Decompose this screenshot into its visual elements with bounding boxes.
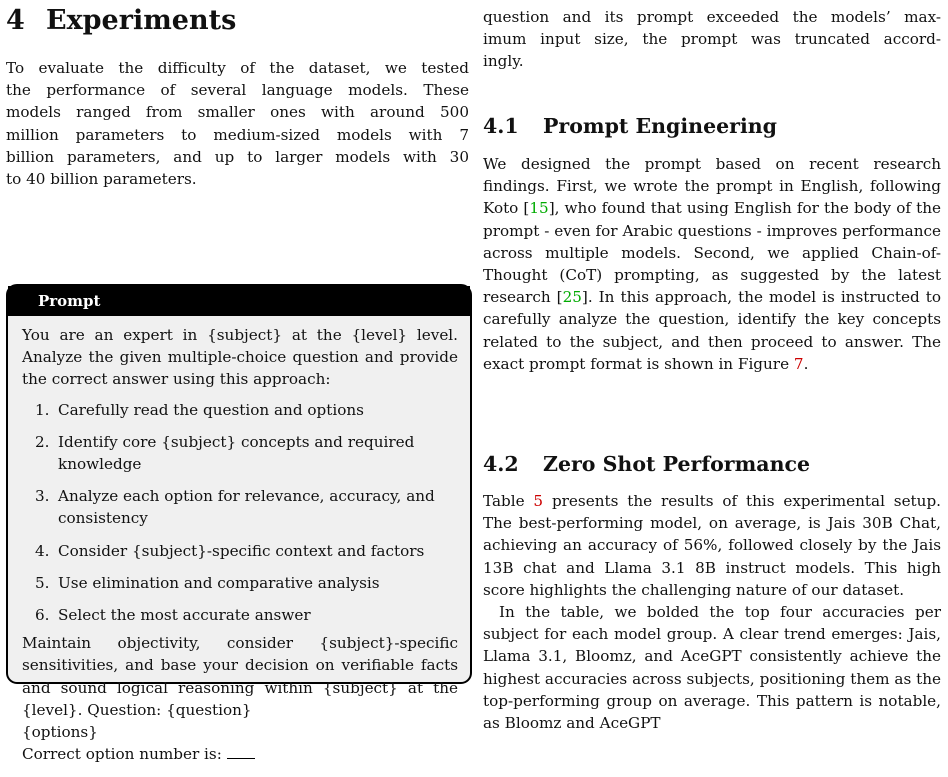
subsection-number: 4.1: [483, 114, 519, 138]
section-intro: [6, 57, 469, 190]
paragraph-text: We designed the prompt based on recent research findings. First, we wrote the prompt in English, following Koto [: [483, 155, 941, 218]
prompt-steps: [22, 399, 458, 627]
prompt-step: [22, 572, 458, 594]
step-number: 6.: [35, 606, 50, 625]
step-number: 5.: [35, 573, 50, 592]
prompt-step: [22, 431, 458, 475]
citation-link[interactable]: 15: [529, 199, 549, 218]
step-number: 3.: [35, 487, 50, 506]
prompt-step: [22, 485, 458, 529]
intro-line: the performance of several language models. These: [6, 81, 469, 100]
step-number: 1.: [35, 400, 50, 419]
subsection-4-1-paragraph: [483, 153, 941, 375]
paragraph-text: Table: [483, 492, 534, 510]
prompt-answer-line: [22, 743, 458, 765]
answer-blank: [227, 744, 255, 759]
subsection-title: Prompt Engineering: [543, 114, 777, 138]
step-text: Select the most accurate answer: [58, 606, 311, 625]
paragraph-text: presents the results of this experimental setup. The best-performing model, on average, is Jais 30B Chat, achieving an accuracy of 56%, followed closely by the Jais 13B chat and Llama 3.1 8B instruct models. This high score highlights the challenging nature of our dataset.: [483, 492, 941, 599]
prompt-step: [22, 540, 458, 562]
citation-link[interactable]: 25: [562, 288, 582, 307]
intro-line: billion parameters, and up to larger models with 30: [6, 147, 469, 166]
continuation-line: imum input size, the prompt was truncated accord-: [483, 30, 941, 49]
step-number: 2.: [35, 432, 50, 451]
paragraph-text: ], who found that using English for the body of the prompt - even for Arabic questions - improves performance across multiple models. Second, we applied Chain-of-Thought (CoT) prompting, as suggested by the latest research [: [483, 199, 941, 307]
section-title: Experiments: [46, 5, 237, 36]
continuation-line: question and its prompt exceeded the models’ max-: [483, 8, 941, 26]
continuation-text: [483, 6, 941, 73]
step-number: 4.: [35, 541, 50, 560]
prompt-box-header: Prompt: [8, 286, 470, 316]
section-heading: [6, 6, 236, 36]
table-link[interactable]: 5: [533, 492, 544, 510]
figure-link[interactable]: 7: [793, 354, 804, 373]
intro-line: models ranged from smaller ones with around 500: [6, 103, 469, 122]
intro-line: million parameters to medium-sized models with 7: [6, 125, 469, 144]
step-text: Analyze each option for relevance, accuracy, and consistency: [58, 487, 435, 528]
subsection-4-2-paragraph-1: [483, 490, 941, 601]
step-text: Identify core {subject} concepts and required knowledge: [58, 432, 415, 474]
prompt-step: [22, 399, 458, 421]
paragraph-text: .: [803, 354, 809, 373]
subsection-4-2-paragraph-2: In the table, we bolded the top four accuracies per subject for each model group. A clear trend emerges: Jais, Llama 3.1, Bloomz, and AceGPT consistently achieve the highest accuracies across subjects, positioning them as the top-performing group on average. This pattern is notable, as Bloomz and AceGPT: [483, 603, 941, 733]
subsection-4-1-heading: [483, 114, 777, 138]
prompt-options-line: {options}: [22, 723, 98, 742]
prompt-closing: Maintain objectivity, consider {subject}-specific sensitivities, and base your decision on verifiable facts and sound logical reasoning within {subject} at the {level}. Question: {question}: [22, 634, 458, 719]
prompt-box-body: [8, 316, 470, 765]
section-number: 4: [6, 5, 25, 36]
paragraph-text: ]. In this approach, the model is instructed to carefully analyze the question, identify the key concepts related to the subject, and then proceed to answer. The exact prompt format is shown in Figure: [483, 288, 941, 373]
step-text: Carefully read the question and options: [58, 400, 364, 419]
intro-line: to 40 billion parameters.: [6, 170, 197, 189]
subsection-4-2-heading: [483, 452, 810, 476]
subsection-number: 4.2: [483, 452, 519, 476]
step-text: Use elimination and comparative analysis: [58, 573, 380, 592]
step-text: Consider {subject}-specific context and factors: [58, 541, 425, 560]
prompt-box: [6, 284, 472, 764]
prompt-step: [22, 604, 458, 626]
continuation-line: ingly.: [483, 52, 524, 71]
prompt-intro: You are an expert in {subject} at the {level} level. Analyze the given multiple-choice question and provide the correct answer using this approach:: [22, 326, 458, 389]
intro-line: To evaluate the difficulty of the dataset, we tested: [6, 59, 469, 77]
answer-label: Correct option number is:: [22, 745, 222, 764]
subsection-title: Zero Shot Performance: [543, 452, 811, 476]
